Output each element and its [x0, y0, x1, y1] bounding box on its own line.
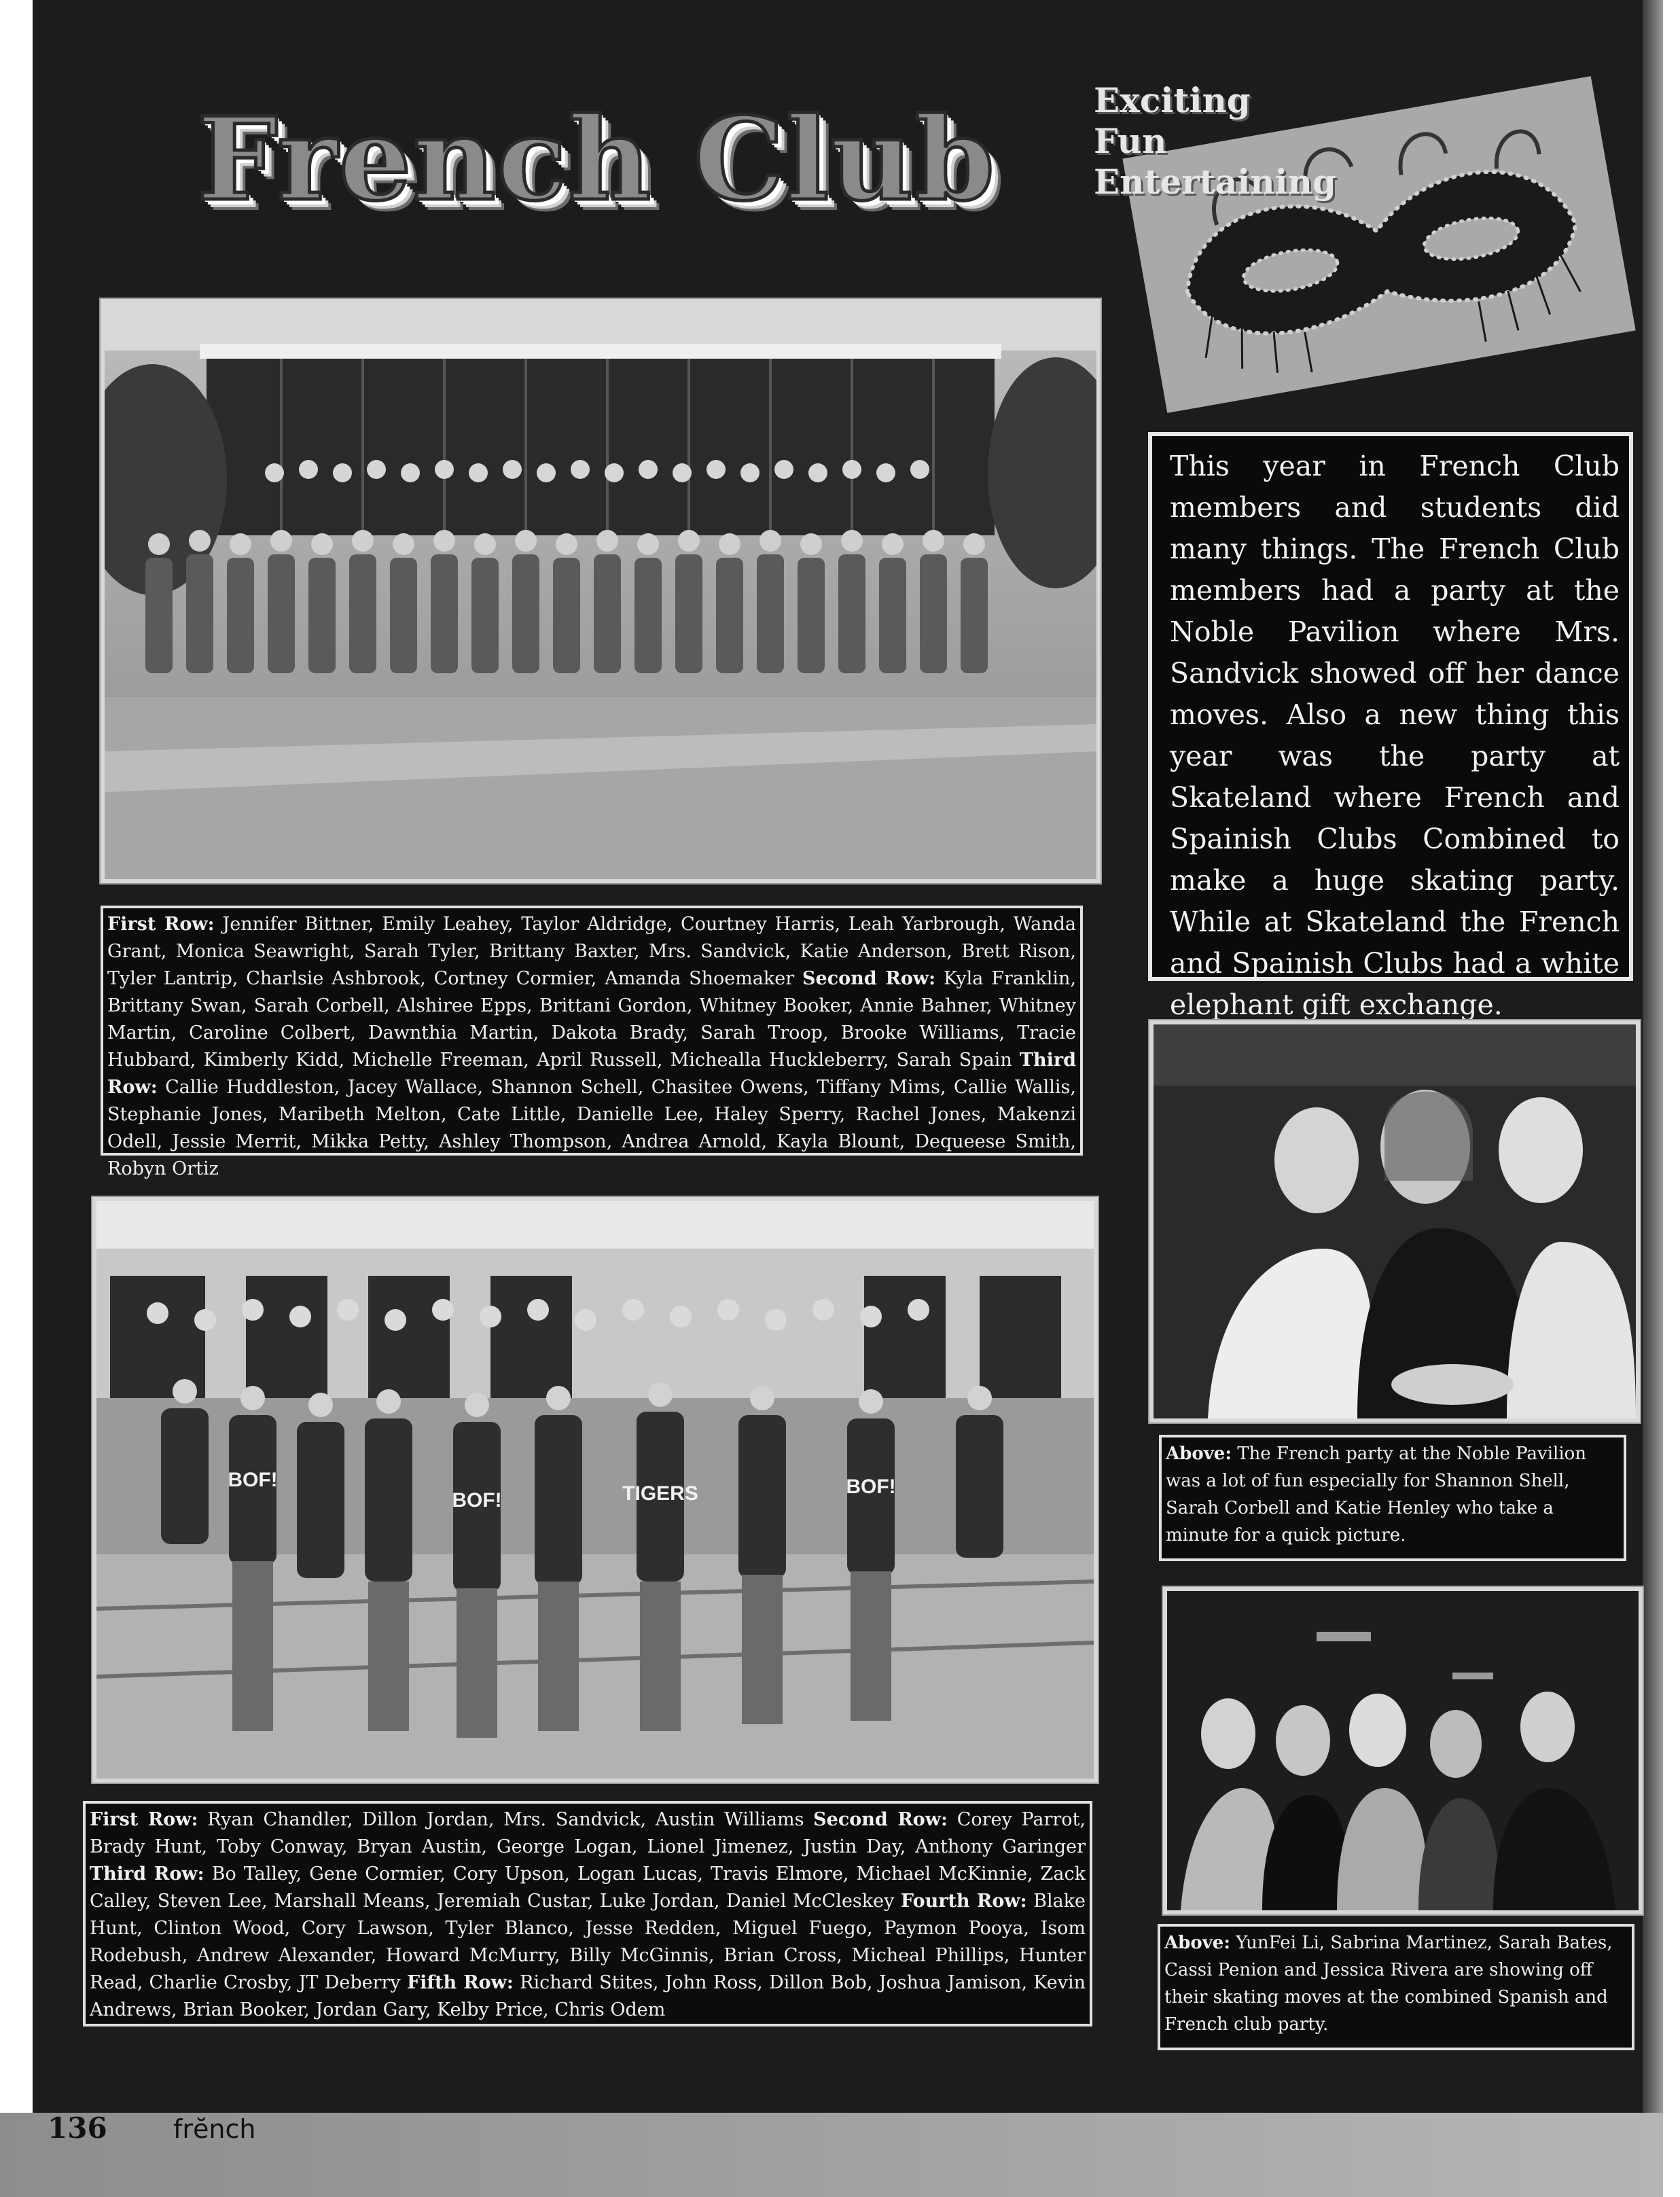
caption-girls-row1-label: First Row: [107, 914, 215, 935]
caption-boys-row4-names: Blake Hunt, Clinton Wood, Cory Lawson, Tyler Blanco, Jesse Redden, Miguel Fuego, Paymon Pooya, Isom Rodebush, Andrew Alexander, Howard McMurry, Billy McGinnis, Brian Cross, Micheal Phillips, Hunter Read, Charlie Crosby, JT Deberry [90, 1891, 1086, 1993]
caption-boys-row2-label: Second Row: [813, 1809, 948, 1830]
tagline-line-2: Fun [1094, 121, 1167, 161]
skate-photo-image [1167, 1591, 1639, 1910]
tagline-line-1: Exciting [1094, 80, 1251, 120]
group-photo-boys [92, 1197, 1098, 1783]
section-name: frĕnch [173, 2114, 256, 2144]
caption-skate-label: Above: [1164, 1933, 1230, 1953]
caption-boys [83, 1801, 1092, 2026]
photo-shirt-text-4: TIGERS [622, 1482, 698, 1505]
caption-boys-row5-label: Fifth Row: [406, 1972, 514, 1993]
caption-girls-row1-names: Jennifer Bittner, Emily Leahey, Taylor Aldridge, Courtney Harris, Leah Yarbrough, Wanda Grant, Monica Seawright, Sarah Tyler, Brittany Baxter, Mrs. Sandvick, Katie Anderson, Brett Rison, Tyler Lantrip, Charlsie Ashbrook, Cortney Cormier, Amanda Shoemaker [107, 914, 1076, 989]
caption-party-label: Above: [1166, 1444, 1232, 1464]
caption-boys-row4-label: Fourth Row: [900, 1891, 1027, 1912]
caption-girls-row3-names: Callie Huddleston, Jacey Wallace, Shannon Schell, Chasitee Owens, Tiffany Mims, Callie Wallis, Stephanie Jones, Maribeth Melton, Cate Little, Danielle Lee, Haley Sperry, Rachel Jones, Makenzi Odell, Jessie Merrit, Mikka Petty, Ashley Thompson, Andrea Arnold, Kayla Blount, Dequeese Smith, Robyn Ortiz [107, 1077, 1076, 1179]
group-photo-girls-image [105, 303, 1096, 879]
intro-paragraph: This year in French Club members and students did many things. The French Club members had a party at the Noble Pavilion where Mrs. Sandvick showed off her dance moves. Also a new thing this year was the party at Skateland where French and Spainish Clubs Combined to make a huge skating party. While at Skateland the French and Spainish Clubs had a white elephant gift exchange. [1148, 432, 1633, 981]
photo-shirt-text-1: BOF! [228, 1469, 278, 1491]
caption-skate-text: YunFei Li, Sabrina Martinez, Sarah Bates, Cassi Penion and Jessica Rivera are showing off their skating moves at the combined Spanish and French club party. [1164, 1933, 1613, 2035]
caption-party-text: The French party at the Noble Pavilion was a lot of fun especially for Shannon Shell, Sarah Corbell and Katie Henley who take a minute for a quick picture. [1166, 1444, 1587, 1546]
caption-boys-row5-names: Richard Stites, John Ross, Dillon Bob, Joshua Jamison, Kevin Andrews, Brian Booker, Jordan Gary, Kelby Price, Chris Odem [90, 1972, 1086, 2020]
tagline-line-3: Entertaining [1094, 162, 1336, 202]
page-number: 136 [48, 2111, 107, 2145]
skate-photo [1163, 1587, 1643, 1914]
caption-girls-row3-label: Third Row: [107, 1050, 1076, 1098]
group-photo-boys-image [96, 1201, 1094, 1779]
caption-skate [1158, 1924, 1634, 2050]
caption-boys-row3-label: Third Row: [90, 1863, 204, 1885]
caption-party [1159, 1435, 1626, 1561]
caption-boys-row2-names: Corey Parrot, Brady Hunt, Toby Conway, Bryan Austin, George Logan, Lionel Jimenez, Justin Day, Anthony Garinger [90, 1809, 1086, 1857]
party-photo [1149, 1020, 1640, 1423]
page-title: French Club [197, 92, 996, 226]
group-photo-girls [101, 299, 1101, 883]
party-photo-image [1154, 1024, 1636, 1418]
caption-girls-row2-names: Kyla Franklin, Brittany Swan, Sarah Corbell, Alshiree Epps, Brittani Gordon, Whitney Booker, Annie Bahner, Whitney Martin, Caroline Colbert, Dawnthia Martin, Dakota Brady, Sarah Troop, Brooke Williams, Tracie Hubbard, Kimberly Kidd, Michelle Freeman, April Russell, Michealla Huckleberry, Sarah Spain [107, 968, 1076, 1071]
caption-girls-row2-label: Second Row: [802, 968, 936, 989]
tagline [1094, 80, 1336, 202]
caption-boys-row1-label: First Row: [90, 1809, 198, 1830]
photo-shirt-text-2: BOF! [452, 1489, 502, 1512]
caption-girls [101, 906, 1083, 1179]
caption-boys-row3-names: Bo Talley, Gene Cormier, Cory Upson, Logan Lucas, Travis Elmore, Michael McKinnie, Zack Calley, Steven Lee, Marshall Means, Jeremiah Custar, Luke Jordan, Daniel McCleskey [90, 1863, 1086, 1912]
photo-shirt-text-3: BOF! [846, 1476, 896, 1498]
caption-boys-row1-names: Ryan Chandler, Dillon Jordan, Mrs. Sandvick, Austin Williams [198, 1809, 814, 1830]
page-edge [1643, 0, 1663, 2197]
